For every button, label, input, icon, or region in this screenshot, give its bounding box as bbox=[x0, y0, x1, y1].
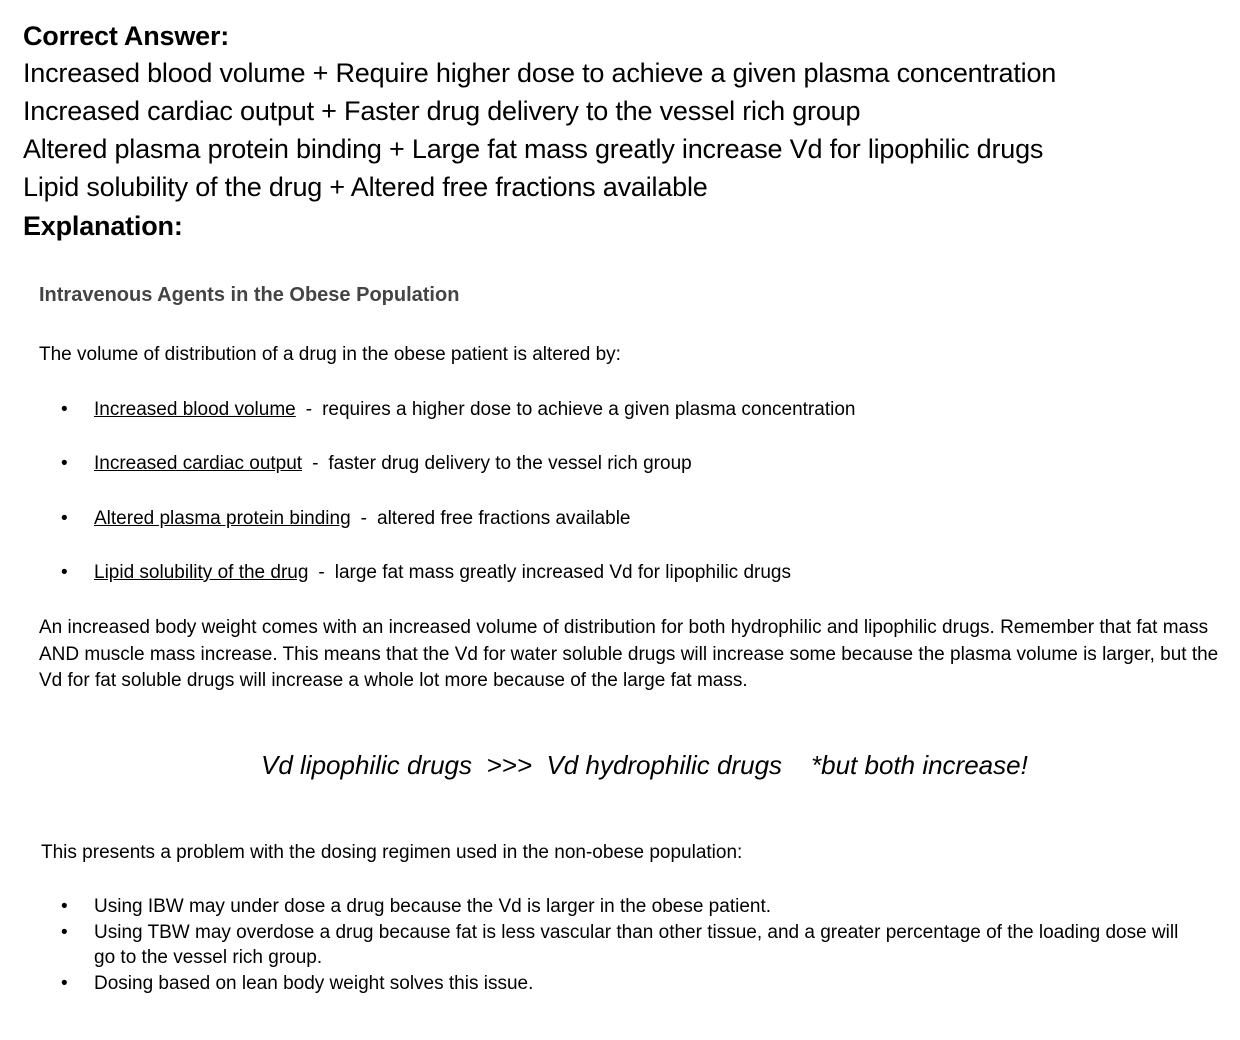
dosing-point-text: Using IBW may under dose a drug because the Vd is larger in the obese patient. bbox=[94, 896, 772, 917]
factor-effect: altered free fractions available bbox=[377, 507, 631, 529]
bullet-icon: • bbox=[61, 507, 68, 529]
factor-separator: - bbox=[318, 561, 325, 583]
bullet-icon: • bbox=[61, 896, 68, 917]
correct-answer-heading: Correct Answer: bbox=[23, 21, 230, 51]
bullet-icon: • bbox=[61, 921, 68, 943]
list-item bbox=[0, 894, 1194, 920]
answer-line-3: Altered plasma protein binding + Large fat mass greatly increase Vd for lipophilic drugs bbox=[23, 134, 1044, 164]
answer-line-2: Increased cardiac output + Faster drug delivery to the vessel rich group bbox=[23, 96, 861, 126]
bullet-icon: • bbox=[61, 399, 68, 420]
answer-line-4: Lipid solubility of the drug + Altered free fractions available bbox=[23, 172, 708, 202]
list-item bbox=[0, 396, 1240, 450]
list-item bbox=[0, 450, 1240, 504]
correct-answer-section bbox=[23, 18, 1223, 246]
dosing-point-text: Using TBW may overdose a drug because fat is less vascular than other tissue, and a greater percentage of the loading dose will go to the vessel rich group. bbox=[94, 921, 1179, 968]
bullet-icon: • bbox=[61, 561, 68, 583]
factor-name: Increased blood volume bbox=[94, 399, 296, 420]
factor-separator: - bbox=[305, 399, 313, 420]
vd-comparison-formula: Vd lipophilic drugs >>> Vd hydrophilic drugs bbox=[261, 750, 783, 780]
factor-effect: faster drug delivery to the vessel rich group bbox=[328, 453, 692, 475]
section-title: Intravenous Agents in the Obese Population bbox=[39, 284, 460, 306]
factor-separator: - bbox=[312, 453, 319, 475]
explanation-paragraph: An increased body weight comes with an increased volume of distribution for both hydrophilic and lipophilic drugs. Remember that fat mass AND muscle mass increase. This means that the Vd for water soluble drugs will increase some because the plasma volume is larger, but the Vd for fat soluble drugs will increase a whole lot more because of the large fat mass. bbox=[39, 617, 1219, 691]
dosing-list bbox=[0, 894, 1240, 996]
problem-intro: This presents a problem with the dosing regimen used in the non-obese population: bbox=[41, 842, 743, 863]
list-item bbox=[0, 971, 1194, 997]
list-item bbox=[0, 505, 1240, 559]
dosing-point-text: Dosing based on lean body weight solves this issue. bbox=[94, 972, 534, 994]
factor-name: Increased cardiac output bbox=[94, 453, 303, 475]
answer-line-1: Increased blood volume + Require higher dose to achieve a given plasma concentration bbox=[23, 58, 1057, 88]
factor-name: Altered plasma protein binding bbox=[94, 507, 351, 529]
bullet-icon: • bbox=[61, 972, 68, 994]
factor-separator: - bbox=[360, 507, 367, 529]
formula-note: *but both increase! bbox=[811, 750, 1028, 780]
explanation-heading: Explanation: bbox=[23, 211, 183, 241]
factor-effect: requires a higher dose to achieve a given plasma concentration bbox=[322, 399, 856, 420]
intro-text: The volume of distribution of a drug in the obese patient is altered by: bbox=[39, 344, 621, 365]
bullet-icon: • bbox=[61, 453, 68, 475]
list-item bbox=[0, 559, 1240, 613]
factor-effect: large fat mass greatly increased Vd for lipophilic drugs bbox=[334, 561, 791, 583]
factor-name: Lipid solubility of the drug bbox=[94, 561, 309, 583]
list-item bbox=[0, 920, 1194, 971]
formula-row bbox=[0, 750, 1240, 790]
factor-list bbox=[0, 396, 1240, 613]
